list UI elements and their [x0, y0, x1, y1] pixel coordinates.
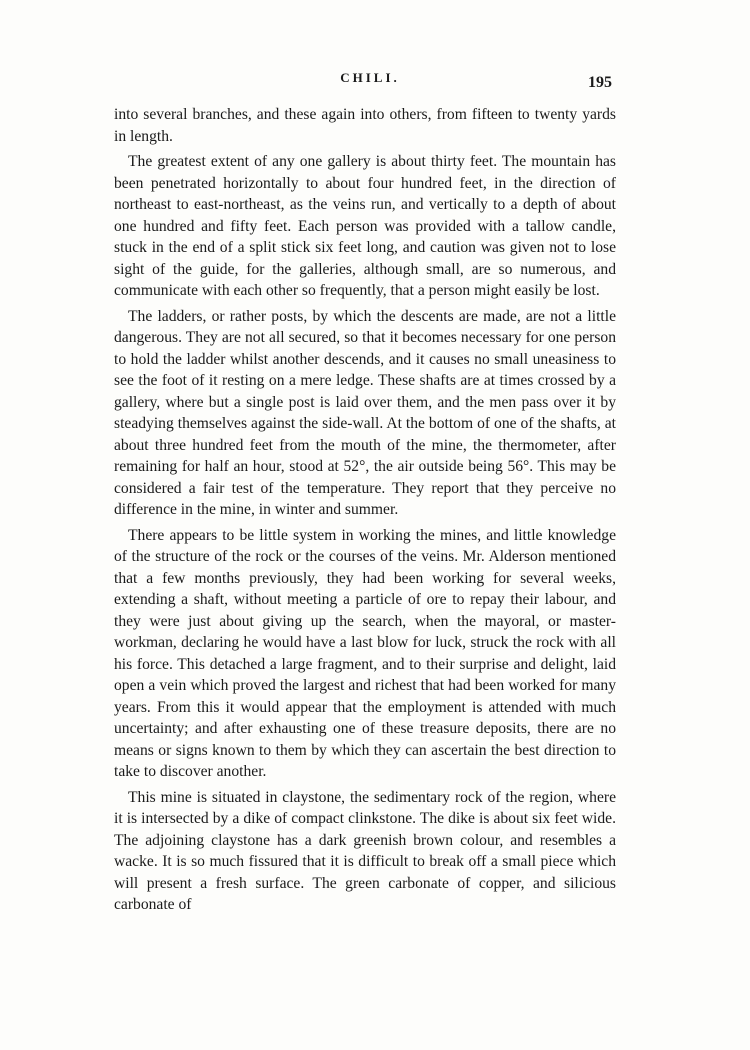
page-number: 195 [588, 74, 612, 91]
paragraph-claystone: This mine is situated in claystone, the sedimentary rock of the region, where it is intersected by a dike of compact clinkstone. The dike is about six feet wide. The adjoining claystone has a dark greenish brown colour, and resembles a wacke. It is so much fissured that it is difficult to break off a small piece which will present a fresh surface. The green carbonate of copper, and silicious carbonate of [114, 788, 616, 913]
running-title: CHILI. [340, 70, 400, 85]
paragraph-working-mines: There appears to be little system in working the mines, and little knowledge of the structure of the rock or the courses of the veins. Mr. Alderson mentioned that a few months previously, they had been working for several weeks, extending a shaft, without meeting a particle of ore to repay their labour, and they were just about giving up the search, when the mayoral, or master-workman, declaring he would have a last blow for luck, struck the rock with all his force. This detached a large fragment, and to their surprise and delight, laid open a vein which proved the largest and richest that had been worked for many years. From this it would appear that the employment is attended with much uncertainty; and after exhausting one of these treasure deposits, there are no means or signs known to them by which they can ascertain the best direction to take to discover another. [114, 526, 616, 780]
running-header [0, 68, 750, 92]
paragraph-ladders: The ladders, or rather posts, by which the descents are made, are not a little dangerous. They are not all secured, so that it becomes necessary for one person to hold the ladder whilst another descends, and it causes no small uneasiness to see the foot of it resting on a mere ledge. These shafts are at times crossed by a gallery, where but a single post is laid over them, and the men pass over it by steadying themselves against the side-wall. At the bottom of one of the shafts, at about three hundred feet from the mouth of the mine, the thermometer, after remaining for half an hour, stood at 52°, the air outside being 56°. This may be considered a fair test of the temperature. They report that they perceive no difference in the mine, in winter and summer. [114, 307, 616, 518]
paragraph-gallery: The greatest extent of any one gallery is about thirty feet. The mountain has been penetrated horizontally to about four hundred feet, in the direction of northeast to east-northeast, as the veins run, and vertically to a depth of about one hundred and fifty feet. Each person was provided with a tallow candle, stuck in the end of a split stick six feet long, and caution was given not to lose sight of the guide, for the galleries, although small, are so numerous, and communicate with each other so frequently, that a person might easily be lost. [114, 153, 616, 299]
paragraph-continued: into several branches, and these again into others, from fifteen to twenty yards in length. [114, 106, 616, 145]
body-text [114, 104, 616, 920]
